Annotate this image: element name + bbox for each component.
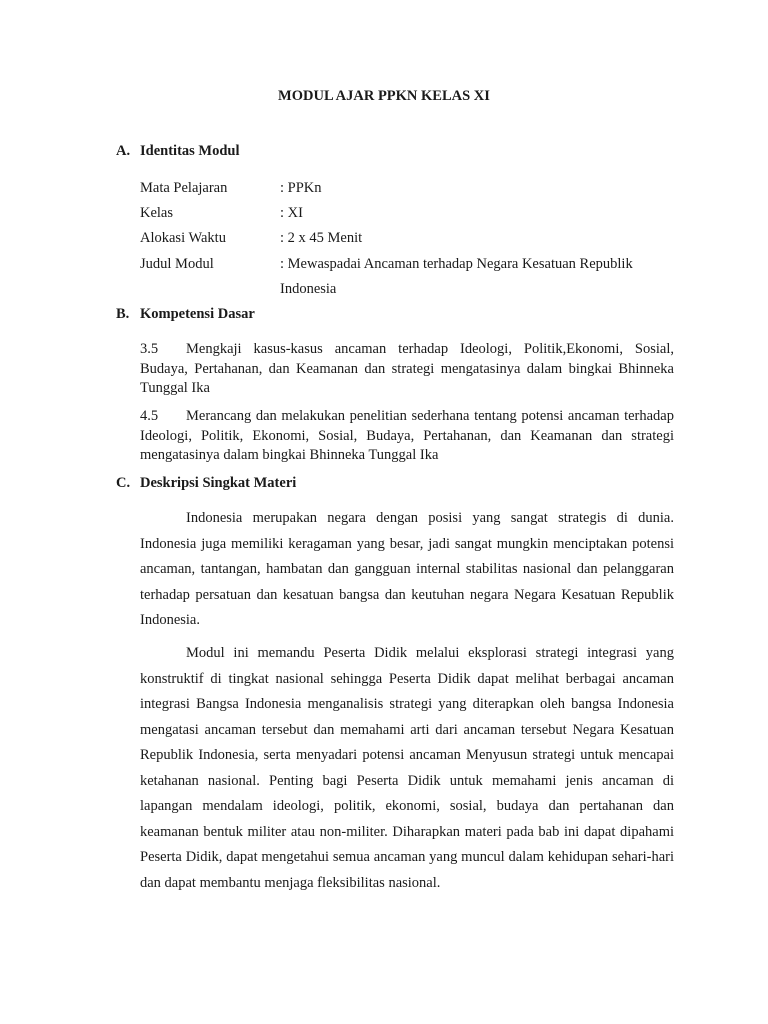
section-c-heading — [116, 475, 296, 492]
identitas-label: Alokasi Waktu — [140, 230, 226, 246]
section-b-heading — [116, 306, 255, 323]
kompetensi-item-3-5 — [140, 340, 674, 399]
section-a-letter: A. — [116, 143, 131, 159]
document-title: MODUL AJAR PPKN KELAS XI — [278, 88, 490, 104]
kompetensi-number: 3.5 — [140, 341, 159, 357]
identitas-row-mata-pelajaran — [140, 180, 322, 197]
identitas-value: : PPKn — [280, 180, 322, 196]
identitas-row-judul-modul — [140, 256, 633, 273]
kompetensi-text: Merancang dan melakukan penelitian sederhana tentang potensi ancaman terhadap Ideologi, Politik, Ekonomi, Sosial, Budaya, Pertahanan, dan Keamanan dan strategi mengatasinya dalam bingkai Bhinneka Tunggal Ika — [140, 408, 674, 463]
section-b-letter: B. — [116, 306, 130, 322]
section-c-title: Deskripsi Singkat Materi — [140, 475, 297, 491]
identitas-value-continuation: Indonesia — [280, 281, 337, 297]
identitas-label: Mata Pelajaran — [140, 180, 228, 196]
section-b-title: Kompetensi Dasar — [140, 306, 255, 322]
section-a-title: Identitas Modul — [140, 143, 240, 159]
kompetensi-number: 4.5 — [140, 408, 159, 424]
identitas-label: Judul Modul — [140, 256, 214, 272]
section-a-heading — [116, 143, 240, 160]
kompetensi-item-4-5 — [140, 407, 674, 466]
deskripsi-paragraph-2: Modul ini memandu Peserta Didik melalui eksplorasi strategi integrasi yang konstruktif di tingkat nasional sehingga Peserta Didik dapat melihat berbagai ancaman integrasi Bangsa Indonesia menganalisis strategi yang diterapkan oleh bangsa Indonesia mengatasi ancaman tersebut dan memahami arti dari ancaman tersebut Negara Kesatuan Republik Indonesia, serta menyadari potensi ancaman Menyusun strategi untuk mencapai ketahanan nasional. Penting bagi Peserta Didik untuk memahami jenis ancaman di lapangan mendalam ideologi, politik, ekonomi, sosial, budaya dan pertahanan dan keamanan bentuk militer atau non-militer. Diharapkan materi pada bab ini dapat dipahami Peserta Didik, dapat mengetahui semua ancaman yang muncul dalam kehidupan sehari-hari dan dapat membantu menjaga fleksibilitas nasional. — [140, 645, 674, 891]
identitas-row-kelas — [140, 205, 303, 222]
section-c-letter: C. — [116, 475, 131, 491]
identitas-value: : Mewaspadai Ancaman terhadap Negara Kesatuan Republik — [280, 256, 633, 272]
identitas-value: : 2 x 45 Menit — [280, 230, 363, 246]
kompetensi-text: Mengkaji kasus-kasus ancaman terhadap Ideologi, Politik,Ekonomi, Sosial, Budaya, Pertahanan, dan Keamanan dan strategi mengatasinya dalam bingkai Bhinneka Tunggal Ika — [140, 341, 674, 396]
identitas-label: Kelas — [140, 205, 174, 221]
identitas-row-alokasi-waktu — [140, 230, 362, 247]
deskripsi-paragraph-1: Indonesia merupakan negara dengan posisi yang sangat strategis di dunia. Indonesia juga memiliki keragaman yang besar, jadi sangat mungkin menciptakan potensi ancaman, tantangan, hambatan dan gangguan internal stabilitas nasional dan pelanggaran terhadap persatuan dan kesatuan bangsa dan keutuhan negara Negara Kesatuan Republik Indonesia. — [140, 510, 674, 628]
identitas-value: : XI — [280, 205, 303, 221]
